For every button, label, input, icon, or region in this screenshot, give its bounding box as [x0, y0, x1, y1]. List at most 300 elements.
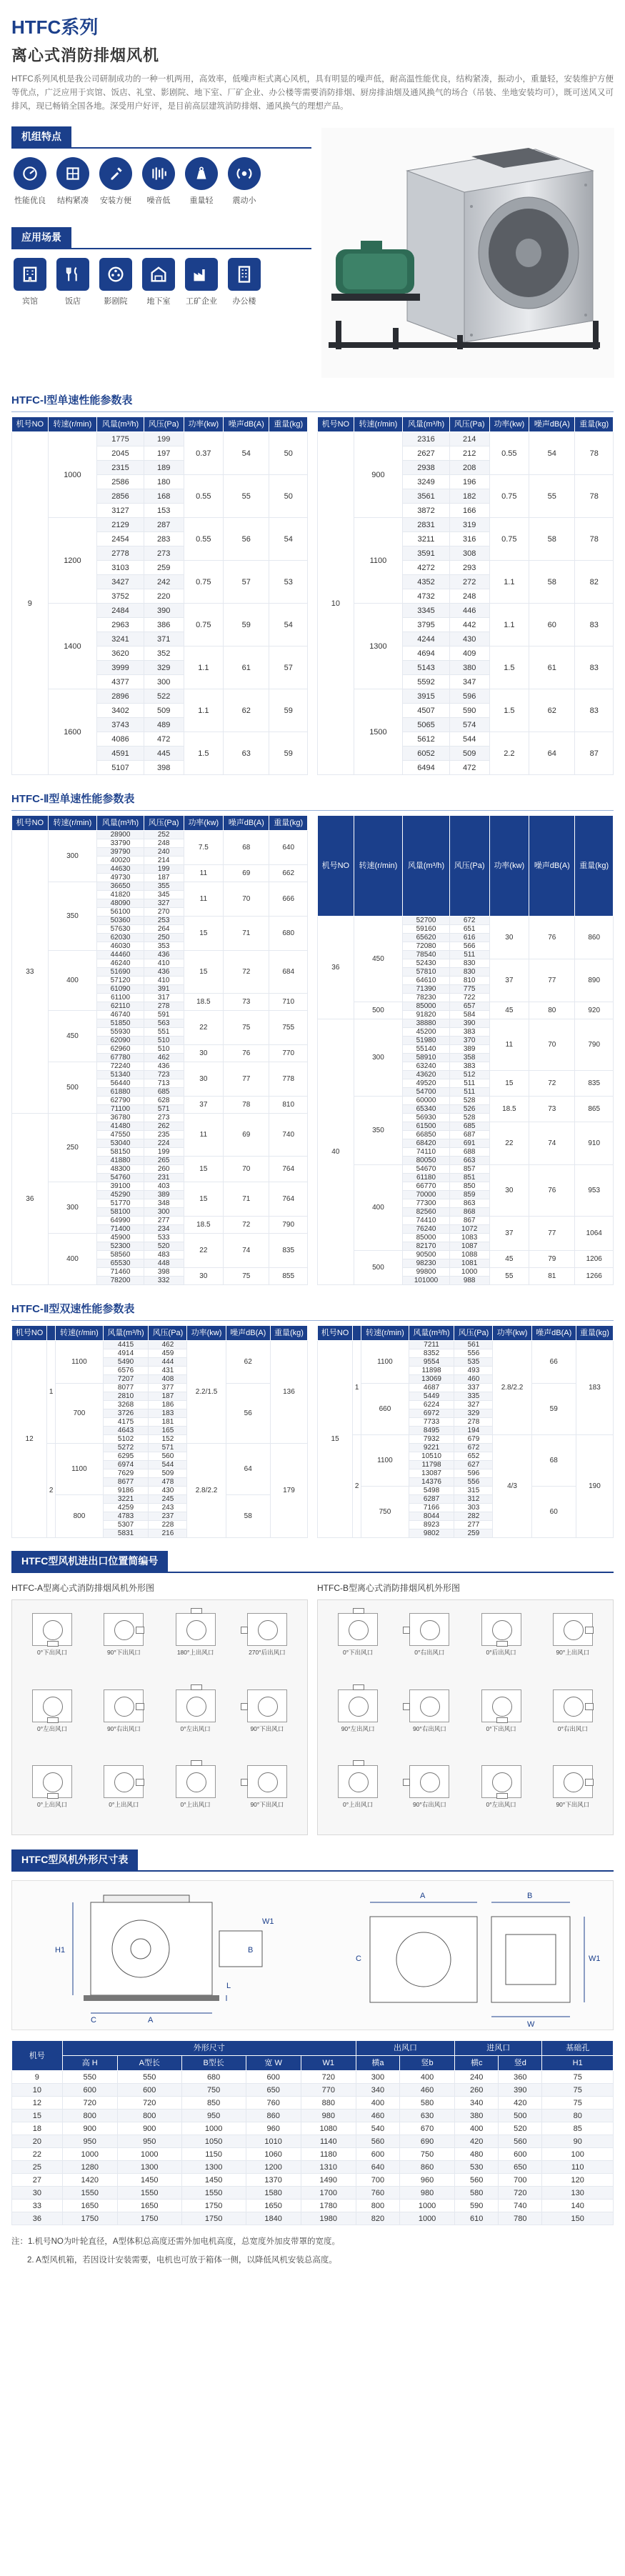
table-header: 风量(m³/h)	[97, 816, 144, 831]
noise-cell: 74	[224, 1234, 269, 1268]
airflow-cell: 4352	[403, 575, 450, 589]
note-1: 注：1.机号NO为叶轮直径，A型体积总高度还需外加电机高度，总宽度外加皮带罩的宽度。	[11, 2237, 341, 2246]
airflow-cell: 2856	[97, 489, 144, 504]
machine-no: 22	[12, 2148, 63, 2161]
outlet-icon	[353, 1608, 364, 1614]
table2-section	[0, 785, 625, 1285]
weight-cell: 770	[269, 1045, 308, 1062]
dimension-cell: 580	[455, 2187, 499, 2200]
pressure-cell: 713	[144, 1079, 184, 1088]
speed-cell: 500	[354, 1002, 403, 1019]
pressure-cell: 337	[454, 1384, 493, 1392]
pressure-cell: 535	[454, 1358, 493, 1367]
machine-no: 9	[12, 2071, 63, 2084]
pressure-cell: 442	[449, 618, 489, 632]
pressure-cell: 460	[454, 1375, 493, 1384]
table-header	[353, 1326, 361, 1341]
weight-cell: 710	[269, 994, 308, 1011]
dimension-cell: 480	[455, 2148, 499, 2161]
pressure-cell: 830	[449, 959, 489, 968]
airflow-cell: 49520	[403, 1079, 450, 1088]
pressure-cell: 687	[449, 1131, 489, 1139]
airflow-cell: 68420	[403, 1139, 450, 1148]
airflow-cell: 51340	[97, 1071, 144, 1079]
outlet-icon	[241, 1779, 248, 1786]
airflow-cell: 3268	[103, 1401, 149, 1409]
dim-b-label-w: W	[527, 2020, 535, 2029]
table-row	[12, 2174, 614, 2187]
features-tag: 机组特点	[11, 126, 71, 147]
dimension-cell: 300	[356, 2071, 399, 2084]
airflow-cell: 56930	[403, 1114, 450, 1122]
airflow-cell: 58910	[403, 1054, 450, 1062]
dimension-cell: 1300	[117, 2161, 181, 2174]
pressure-cell: 627	[454, 1461, 493, 1469]
pressure-cell: 566	[449, 942, 489, 951]
airflow-cell: 2831	[403, 518, 450, 532]
airflow-cell: 58150	[97, 1148, 144, 1157]
orientation-diagram	[322, 1759, 394, 1827]
airflow-cell: 58100	[97, 1208, 144, 1217]
dimension-cell: 740	[499, 2200, 542, 2212]
dim-subheader: H1	[542, 2056, 614, 2071]
dimension-cell: 420	[499, 2097, 542, 2110]
factory-icon	[185, 258, 218, 291]
pressure-cell: 489	[144, 718, 184, 732]
pressure-cell: 436	[144, 951, 184, 959]
table-row	[12, 1182, 308, 1191]
outlet-icon	[47, 1793, 59, 1799]
noise-cell: 75	[224, 1011, 269, 1045]
dim-header-no: 机号	[12, 2041, 63, 2071]
airflow-cell: 8495	[409, 1427, 454, 1435]
application-item	[11, 258, 49, 306]
table-row	[318, 1019, 614, 1028]
pressure-cell: 390	[144, 604, 184, 618]
dimension-cell: 75	[542, 2071, 614, 2084]
airflow-cell: 3752	[97, 589, 144, 604]
sub-model: 1	[353, 1341, 361, 1435]
noise-cell: 64	[226, 1444, 270, 1495]
machine-no: 30	[12, 2187, 63, 2200]
airflow-cell: 45200	[403, 1028, 450, 1037]
office-icon	[228, 258, 261, 291]
airflow-cell: 98230	[403, 1259, 450, 1268]
weight-cell: 755	[269, 1011, 308, 1045]
perf-table-2	[11, 815, 308, 1285]
dimension-cell: 1050	[181, 2135, 246, 2148]
airflow-cell: 4732	[403, 589, 450, 604]
airflow-cell: 2129	[97, 518, 144, 532]
table-header: 机号NO	[318, 816, 354, 917]
power-cell: 22	[489, 1122, 529, 1165]
pressure-cell: 371	[144, 632, 184, 647]
dimension-cell: 550	[62, 2071, 117, 2084]
power-cell: 15	[184, 1157, 224, 1182]
pressure-cell: 317	[144, 994, 184, 1002]
table-row	[318, 1097, 614, 1105]
power-cell: 2.8/2.2	[187, 1444, 226, 1538]
airflow-cell: 3103	[97, 561, 144, 575]
power-cell: 1.1	[184, 689, 224, 732]
orientation-caption: 90°下出风口	[556, 1801, 590, 1809]
airflow-cell: 3915	[403, 689, 450, 704]
pressure-cell: 260	[144, 1165, 184, 1174]
pressure-cell: 560	[149, 1452, 187, 1461]
table-header: 风量(m³/h)	[103, 1326, 149, 1341]
pressure-cell: 391	[144, 985, 184, 994]
install-icon	[99, 157, 132, 190]
outlet-icon	[403, 1779, 410, 1786]
airflow-cell: 46030	[97, 942, 144, 951]
weight-cell: 764	[269, 1182, 308, 1217]
dimension-cell: 1840	[246, 2212, 301, 2225]
power-cell: 18.5	[184, 994, 224, 1011]
dimension-cell: 1980	[301, 2212, 356, 2225]
weight-cell: 835	[269, 1234, 308, 1268]
airflow-cell: 71100	[97, 1105, 144, 1114]
pressure-cell: 398	[144, 1268, 184, 1277]
dimension-cell: 750	[400, 2148, 455, 2161]
airflow-cell: 41880	[97, 1157, 144, 1165]
noise-cell: 69	[224, 865, 269, 882]
table-row	[318, 1251, 614, 1259]
type-b-diagram-grid	[317, 1599, 614, 1835]
basement-icon	[142, 258, 175, 291]
machine-no: 12	[12, 2097, 63, 2110]
fan-housing-icon	[176, 1689, 216, 1722]
dimension-cell: 610	[455, 2212, 499, 2225]
pressure-cell: 512	[449, 1071, 489, 1079]
application-item	[183, 258, 220, 306]
power-cell: 22	[184, 1011, 224, 1045]
table-row	[12, 2200, 614, 2212]
pressure-cell: 327	[144, 899, 184, 908]
noise-cell: 69	[224, 1114, 269, 1157]
dimension-cell: 760	[246, 2097, 301, 2110]
pressure-cell: 571	[144, 1105, 184, 1114]
airflow-cell: 2454	[97, 532, 144, 546]
power-cell: 7.5	[184, 831, 224, 865]
table-row	[318, 1002, 614, 1011]
machine-no: 10	[12, 2084, 63, 2097]
pressure-cell: 282	[454, 1512, 493, 1521]
dimension-cell: 950	[181, 2110, 246, 2122]
airflow-cell: 4507	[403, 704, 450, 718]
pressure-cell: 214	[449, 432, 489, 446]
power-cell: 0.75	[184, 604, 224, 647]
power-cell: 2.8/2.2	[493, 1341, 531, 1435]
outlet-icon	[191, 1760, 202, 1766]
dimension-cell: 980	[301, 2110, 356, 2122]
airflow-cell: 2896	[97, 689, 144, 704]
airflow-cell: 51770	[97, 1199, 144, 1208]
pressure-cell: 493	[454, 1367, 493, 1375]
dim-b-label-c: C	[356, 1955, 361, 1963]
weight-cell: 54	[269, 604, 308, 647]
dimension-cell: 1080	[301, 2122, 356, 2135]
airflow-cell: 71400	[97, 1225, 144, 1234]
noise-cell: 71	[224, 917, 269, 951]
speed-cell: 500	[354, 1251, 403, 1285]
orientation-diagram	[160, 1607, 231, 1675]
pressure-cell: 857	[449, 1165, 489, 1174]
dim-subheader: 横c	[455, 2056, 499, 2071]
table-row	[318, 1341, 614, 1349]
dimension-cell: 560	[455, 2174, 499, 2187]
airflow-cell: 3127	[97, 504, 144, 518]
table-header: 风压(Pa)	[149, 1326, 187, 1341]
hotel-icon	[14, 258, 46, 291]
airflow-cell: 3249	[403, 475, 450, 489]
table3-pair	[0, 1325, 625, 1538]
page-title: HTFC系列	[11, 16, 99, 38]
speed-cell: 1100	[56, 1444, 104, 1495]
pressure-cell: 383	[449, 1028, 489, 1037]
dimension-cell: 960	[246, 2122, 301, 2135]
orientation-caption: 90°下出风口	[250, 1801, 284, 1809]
airflow-cell: 62790	[97, 1097, 144, 1105]
outlet-icon	[585, 1779, 594, 1786]
airflow-cell: 3221	[103, 1495, 149, 1504]
pressure-cell: 859	[449, 1191, 489, 1199]
feature-item	[97, 157, 134, 206]
fan-housing-icon	[553, 1613, 593, 1646]
orientation-caption: 0°下出风口	[486, 1724, 516, 1732]
dimension-drawings	[11, 1880, 614, 2030]
feature-label: 性能优良	[14, 196, 46, 205]
weight-cell: 790	[269, 1217, 308, 1234]
pressure-cell: 315	[454, 1487, 493, 1495]
noise-cell: 59	[531, 1384, 576, 1435]
feature-item	[183, 157, 220, 206]
noise-cell: 79	[529, 1251, 575, 1268]
table-header: 转速(r/min)	[48, 816, 97, 831]
airflow-cell: 65620	[403, 934, 450, 942]
pressure-cell: 652	[454, 1452, 493, 1461]
table-header: 机号NO	[12, 417, 49, 432]
airflow-cell: 2316	[403, 432, 450, 446]
pressure-cell: 250	[144, 934, 184, 942]
noise-cell: 62	[224, 689, 269, 732]
orientation-diagram	[537, 1684, 609, 1752]
noise-cell: 56	[226, 1384, 270, 1444]
pressure-cell: 348	[144, 1199, 184, 1208]
pressure-cell: 403	[144, 1182, 184, 1191]
dimension-cell: 1060	[246, 2148, 301, 2161]
airflow-cell: 54760	[97, 1174, 144, 1182]
airflow-cell: 66770	[403, 1182, 450, 1191]
weight-cell: 78	[575, 432, 614, 475]
pressure-cell: 237	[149, 1512, 187, 1521]
outlet-icon	[47, 1641, 59, 1647]
noise-cell: 62	[226, 1341, 270, 1384]
dimension-cell: 100	[542, 2148, 614, 2161]
pressure-cell: 216	[149, 1529, 187, 1538]
airflow-cell: 3402	[97, 704, 144, 718]
outlet-icon	[241, 1703, 248, 1710]
application-label: 宾馆	[22, 297, 38, 306]
airflow-cell: 4783	[103, 1512, 149, 1521]
noise-cell: 70	[224, 882, 269, 917]
airflow-cell: 65530	[97, 1259, 144, 1268]
table-header: 重量(kg)	[576, 1326, 613, 1341]
airflow-cell: 62960	[97, 1045, 144, 1054]
noise-cell: 72	[224, 951, 269, 994]
dim-subheader: 宽 W	[246, 2056, 301, 2071]
airflow-cell: 3872	[403, 504, 450, 518]
airflow-cell: 5272	[103, 1444, 149, 1452]
table-row	[12, 2084, 614, 2097]
application-label: 工矿企业	[186, 297, 217, 306]
orientation-diagram	[466, 1684, 537, 1752]
airflow-cell: 44460	[97, 951, 144, 959]
airflow-cell: 72080	[403, 942, 450, 951]
pressure-cell: 408	[149, 1375, 187, 1384]
pressure-cell: 273	[144, 546, 184, 561]
dimension-cell: 980	[400, 2187, 455, 2200]
weight-cell: 1206	[575, 1251, 614, 1268]
fan-housing-icon	[104, 1613, 144, 1646]
power-cell: 15	[184, 917, 224, 951]
impeller-icon	[43, 1697, 63, 1717]
power-cell: 0.75	[184, 561, 224, 604]
perf-table-3	[317, 1325, 614, 1538]
power-cell: 2.2/1.5	[187, 1341, 226, 1444]
table-header: 功率(kw)	[489, 417, 529, 432]
weight-cell: 54	[269, 518, 308, 561]
orientation-diagram	[231, 1759, 303, 1827]
airflow-cell: 13087	[409, 1469, 454, 1478]
noise-cell: 72	[529, 1071, 575, 1097]
pressure-cell: 462	[144, 1054, 184, 1062]
fan-housing-icon	[176, 1765, 216, 1798]
fan-housing-icon	[247, 1613, 287, 1646]
dimension-cell: 530	[455, 2161, 499, 2174]
dimension-cell: 460	[400, 2084, 455, 2097]
dim-header-outer: 外形尺寸	[62, 2041, 356, 2056]
outlet-icon	[47, 1717, 59, 1723]
power-cell: 1.1	[184, 647, 224, 689]
orientation-caption: 270°后出风口	[249, 1649, 286, 1656]
table-header: 风量(m³/h)	[403, 417, 450, 432]
table-header: 噪声dB(A)	[224, 417, 269, 432]
impeller-icon	[564, 1772, 584, 1792]
table-header: 机号NO	[318, 1326, 353, 1341]
airflow-cell: 101000	[403, 1277, 450, 1285]
dimension-cell: 1000	[400, 2212, 455, 2225]
table-header: 噪声dB(A)	[226, 1326, 270, 1341]
airflow-cell: 65340	[403, 1105, 450, 1114]
pressure-cell: 329	[454, 1409, 493, 1418]
dimension-cell: 90	[542, 2135, 614, 2148]
airflow-cell: 3591	[403, 546, 450, 561]
machine-no: 33	[12, 2200, 63, 2212]
airflow-cell: 6972	[409, 1409, 454, 1418]
weight-cell: 684	[269, 951, 308, 994]
table-header: 重量(kg)	[269, 417, 308, 432]
weight-cell: 59	[269, 732, 308, 775]
fan-housing-icon	[481, 1613, 521, 1646]
table-row	[318, 518, 614, 532]
table-header: 功率(kw)	[489, 816, 529, 917]
table-row	[12, 2161, 614, 2174]
orientation-diagram	[160, 1684, 231, 1752]
table-header: 风量(m³/h)	[409, 1326, 454, 1341]
table1-section	[0, 386, 625, 775]
sub-model: 1	[47, 1341, 56, 1444]
airflow-cell: 78200	[97, 1277, 144, 1285]
noise-cell: 77	[224, 1062, 269, 1097]
speed-cell: 1300	[354, 604, 403, 689]
airflow-cell: 4259	[103, 1504, 149, 1512]
pressure-cell: 228	[149, 1521, 187, 1529]
table-row	[12, 2097, 614, 2110]
fan-housing-icon	[481, 1689, 521, 1722]
theater-icon	[99, 258, 132, 291]
page-header	[0, 0, 625, 119]
impeller-icon	[186, 1697, 206, 1717]
airflow-cell: 39100	[97, 1182, 144, 1191]
dimension-cell: 1000	[181, 2122, 246, 2135]
table-row	[12, 951, 308, 959]
table-row	[318, 1487, 614, 1495]
outlet-icon	[585, 1703, 594, 1710]
dimension-cell: 590	[455, 2200, 499, 2212]
pressure-cell: 596	[454, 1469, 493, 1478]
impeller-icon	[186, 1772, 206, 1792]
airflow-cell: 61100	[97, 994, 144, 1002]
airflow-cell: 91820	[403, 1011, 450, 1019]
airflow-cell: 11898	[409, 1367, 454, 1375]
power-cell: 0.55	[184, 475, 224, 518]
pressure-cell: 672	[454, 1444, 493, 1452]
dimension-cell: 460	[356, 2110, 399, 2122]
pressure-cell: 355	[144, 882, 184, 891]
dimension-cell: 120	[542, 2174, 614, 2187]
pressure-cell: 353	[144, 942, 184, 951]
table-row	[318, 1165, 614, 1174]
orientation-diagram	[88, 1759, 159, 1827]
noise-cell: 60	[529, 604, 575, 647]
fan-housing-icon	[409, 1613, 449, 1646]
speed-cell: 400	[354, 1165, 403, 1251]
weight-cell: 778	[269, 1062, 308, 1097]
pressure-cell: 293	[449, 561, 489, 575]
pressure-cell: 691	[449, 1139, 489, 1148]
airflow-cell: 64990	[97, 1217, 144, 1225]
dimension-cell: 900	[117, 2122, 181, 2135]
weight-cell: 920	[575, 1002, 614, 1019]
dimension-cell: 650	[499, 2161, 542, 2174]
dimension-cell: 500	[499, 2110, 542, 2122]
airflow-cell: 28900	[97, 831, 144, 839]
pressure-cell: 253	[144, 917, 184, 925]
airflow-cell: 5592	[403, 675, 450, 689]
airflow-cell: 4687	[409, 1384, 454, 1392]
pressure-cell: 526	[449, 1105, 489, 1114]
table-row	[12, 1011, 308, 1019]
airflow-cell: 85000	[403, 1002, 450, 1011]
table-header: 转速(r/min)	[56, 1326, 104, 1341]
power-cell: 11	[184, 865, 224, 882]
pressure-cell: 189	[144, 461, 184, 475]
speed-cell: 300	[48, 831, 97, 882]
airflow-cell: 9802	[409, 1529, 454, 1538]
airflow-cell: 9186	[103, 1487, 149, 1495]
outlet-icon	[191, 1684, 202, 1690]
table-row	[318, 689, 614, 704]
